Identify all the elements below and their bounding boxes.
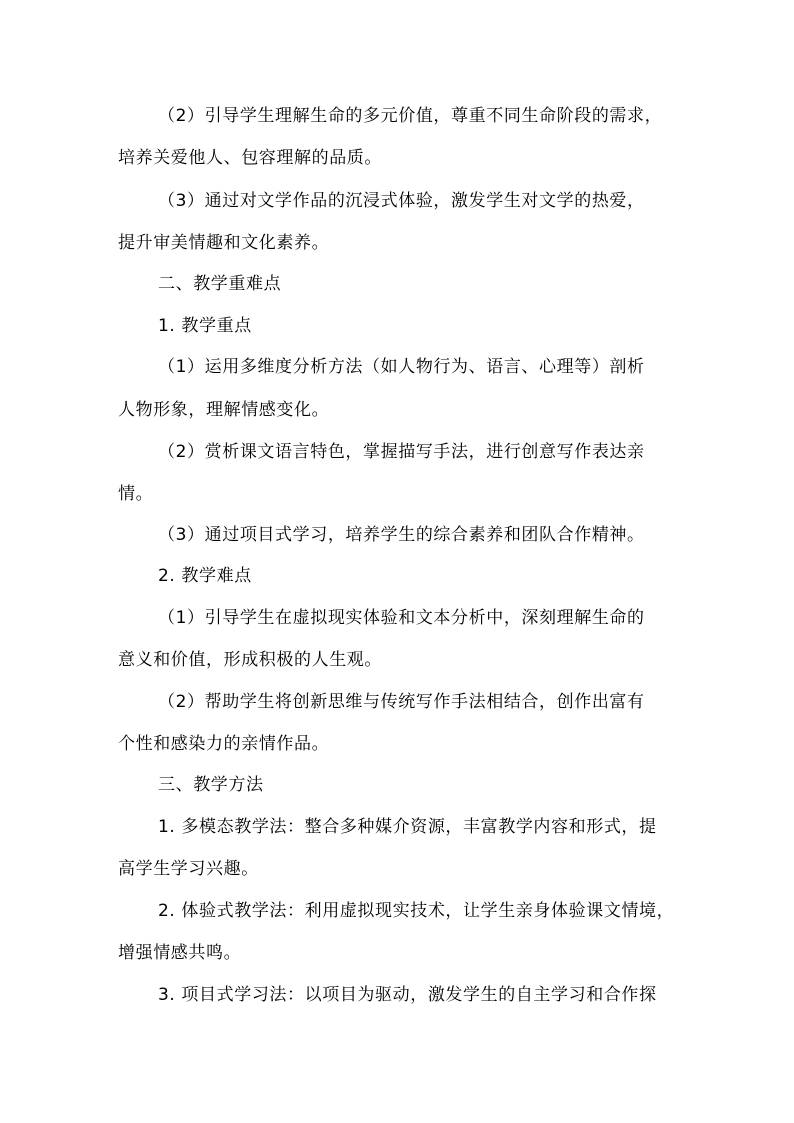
paragraph-line: 意义和价值，形成积极的人生观。 [118,650,382,670]
paragraph-line: 人物形象，理解情感变化。 [118,400,330,420]
paragraph-line: 2. 体验式教学法：利用虚拟现实技术，让学生亲身体验课文情境， [158,901,675,921]
paragraph-line: （2）赏析课文语言特色，掌握描写手法，进行创意写作表达亲 [158,442,645,462]
paragraph-line: （3）通过对文学作品的沉浸式体验，激发学生对文学的热爱， [158,191,645,211]
paragraph-line: 提升审美情趣和文化素养。 [118,233,330,253]
section-heading: 三、教学方法 [158,775,264,795]
paragraph-line: 增强情感共鸣。 [118,943,242,963]
paragraph-line: （2）引导学生理解生命的多元价值，尊重不同生命阶段的需求， [158,106,663,126]
paragraph-line: 个性和感染力的亲情作品。 [118,734,330,754]
paragraph-line: 3. 项目式学习法：以项目为驱动，激发学生的自主学习和合作探 [158,985,657,1005]
paragraph-line: （1）运用多维度分析方法（如人物行为、语言、心理等）剖析 [158,357,645,377]
paragraph-line: （2）帮助学生将创新思维与传统写作手法相结合，创作出富有 [158,692,645,712]
paragraph-line: 高学生学习兴趣。 [118,859,259,879]
section-heading: 二、教学重难点 [158,274,282,294]
paragraph-line: 培养关爱他人、包容理解的品质。 [118,148,382,168]
subsection-heading: 2. 教学难点 [158,566,252,586]
paragraph-line: 1. 多模态教学法：整合多种媒介资源，丰富教学内容和形式，提 [158,817,657,837]
paragraph-line: （3）通过项目式学习，培养学生的综合素养和团队合作精神。 [158,525,645,545]
paragraph-line: （1）引导学生在虚拟现实体验和文本分析中，深刻理解生命的 [158,608,645,628]
paragraph-line: 情。 [118,484,154,504]
subsection-heading: 1. 教学重点 [158,316,252,336]
